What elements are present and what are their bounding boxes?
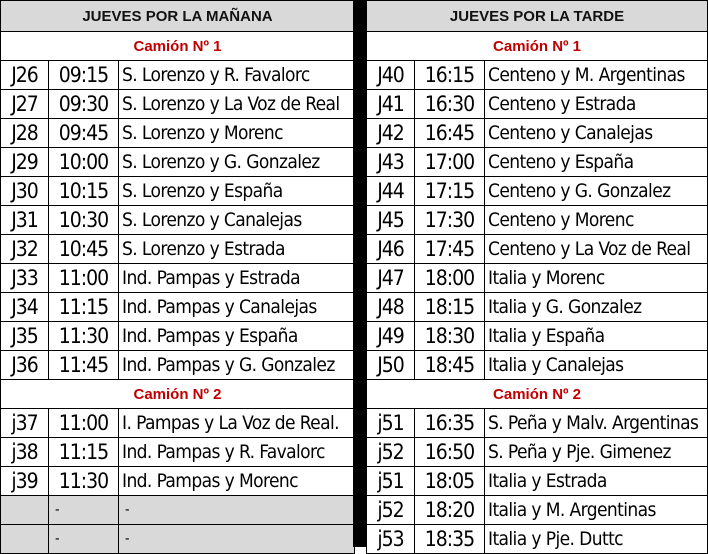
schedule-row — [1, 351, 355, 380]
stop-time: 11:30 — [49, 467, 119, 496]
stop-location: S. Lorenzo y Morenc — [119, 119, 355, 148]
stop-code: J40 — [367, 61, 415, 90]
stop-time: 10:45 — [49, 235, 119, 264]
stop-time: 16:45 — [415, 119, 485, 148]
schedule-row — [1, 438, 355, 467]
stop-location: Ind. Pampas y Canalejas — [119, 293, 355, 322]
stop-code: J48 — [367, 293, 415, 322]
afternoon-schedule-table — [366, 0, 708, 554]
stop-time: 11:15 — [49, 293, 119, 322]
stop-time: 16:30 — [415, 90, 485, 119]
stop-location: Centeno y M. Argentinas — [485, 61, 708, 90]
schedule-row — [1, 206, 355, 235]
stop-code: J30 — [1, 177, 49, 206]
stop-location: Ind. Pampas y G. Gonzalez — [119, 351, 355, 380]
stop-location: S. Lorenzo y Canalejas — [119, 206, 355, 235]
schedule-row — [1, 61, 355, 90]
stop-code: J34 — [1, 293, 49, 322]
stop-location: Centeno y G. Gonzalez — [485, 177, 708, 206]
stop-code: J44 — [367, 177, 415, 206]
schedule-row — [367, 438, 708, 467]
stop-code: J31 — [1, 206, 49, 235]
stop-time: 17:30 — [415, 206, 485, 235]
schedule-row — [1, 177, 355, 206]
schedule-row — [367, 235, 708, 264]
schedule-row — [1, 322, 355, 351]
stop-location: Ind. Pampas y Estrada — [119, 264, 355, 293]
schedule-row — [1, 264, 355, 293]
stop-location: Centeno y La Voz de Real — [485, 235, 708, 264]
stop-location: - — [119, 525, 355, 554]
schedule-row — [367, 90, 708, 119]
schedule-row — [1, 235, 355, 264]
stop-location: Italia y Estrada — [485, 467, 708, 496]
stop-location: S. Lorenzo y La Voz de Real — [119, 90, 355, 119]
stop-code — [1, 496, 49, 525]
schedule-row — [1, 409, 355, 438]
stop-location: Italia y España — [485, 322, 708, 351]
stop-code: J47 — [367, 264, 415, 293]
stop-time: 11:00 — [49, 409, 119, 438]
stop-location: Centeno y Estrada — [485, 90, 708, 119]
schedule-row — [367, 148, 708, 177]
schedule-row — [367, 61, 708, 90]
stop-code: j38 — [1, 438, 49, 467]
stop-time: 10:30 — [49, 206, 119, 235]
schedule-row — [1, 148, 355, 177]
stop-location: Italia y G. Gonzalez — [485, 293, 708, 322]
stop-time: 18:35 — [415, 525, 485, 554]
stop-time: 18:05 — [415, 467, 485, 496]
stop-location: Italia y M. Argentinas — [485, 496, 708, 525]
stop-code: j39 — [1, 467, 49, 496]
morning-truck-1-heading: Camión Nº 1 — [1, 32, 355, 61]
schedule-row — [367, 525, 708, 554]
stop-code: J49 — [367, 322, 415, 351]
stop-code: j51 — [367, 467, 415, 496]
stop-location: Italia y Morenc — [485, 264, 708, 293]
stop-location: Centeno y Morenc — [485, 206, 708, 235]
stop-time: 16:15 — [415, 61, 485, 90]
stop-location: Ind. Pampas y R. Favalorc — [119, 438, 355, 467]
stop-time: 10:00 — [49, 148, 119, 177]
schedule-row — [367, 496, 708, 525]
stop-location: - — [119, 496, 355, 525]
stop-time: 11:00 — [49, 264, 119, 293]
stop-time: 17:45 — [415, 235, 485, 264]
stop-location: Centeno y España — [485, 148, 708, 177]
stop-code: J33 — [1, 264, 49, 293]
schedule-row — [367, 322, 708, 351]
stop-time: 11:30 — [49, 322, 119, 351]
stop-location: Centeno y Canalejas — [485, 119, 708, 148]
stop-time: 18:20 — [415, 496, 485, 525]
afternoon-title: JUEVES POR LA TARDE — [367, 1, 708, 32]
stop-time: 18:15 — [415, 293, 485, 322]
stop-code: J46 — [367, 235, 415, 264]
schedule-row — [1, 467, 355, 496]
stop-time: 16:35 — [415, 409, 485, 438]
stop-time: 09:45 — [49, 119, 119, 148]
stop-code: J36 — [1, 351, 49, 380]
stop-time: 09:15 — [49, 61, 119, 90]
stop-code: J29 — [1, 148, 49, 177]
stop-location: S. Lorenzo y Estrada — [119, 235, 355, 264]
stop-code: j52 — [367, 438, 415, 467]
stop-location: S. Lorenzo y G. Gonzalez — [119, 148, 355, 177]
stop-time: - — [49, 496, 119, 525]
afternoon-truck-1-heading: Camión Nº 1 — [367, 32, 708, 61]
schedule-row — [1, 496, 355, 525]
schedule-row — [367, 351, 708, 380]
stop-code: J42 — [367, 119, 415, 148]
stop-location: Ind. Pampas y España — [119, 322, 355, 351]
stop-code: j52 — [367, 496, 415, 525]
stop-time: 18:45 — [415, 351, 485, 380]
stop-code: J32 — [1, 235, 49, 264]
stop-code: j53 — [367, 525, 415, 554]
stop-code: J45 — [367, 206, 415, 235]
morning-truck-1-rows — [1, 61, 355, 380]
stop-code: J41 — [367, 90, 415, 119]
stop-code — [1, 525, 49, 554]
morning-truck-2-heading: Camión Nº 2 — [1, 380, 355, 409]
schedule-row — [367, 467, 708, 496]
schedule-row — [1, 90, 355, 119]
stop-time: 16:50 — [415, 438, 485, 467]
schedule-row — [1, 119, 355, 148]
stop-location: Italia y Pje. Duttc — [485, 525, 708, 554]
schedule-row — [1, 525, 355, 554]
afternoon-truck-2-heading: Camión Nº 2 — [367, 380, 708, 409]
morning-title: JUEVES POR LA MAÑANA — [1, 1, 355, 32]
stop-time: 11:15 — [49, 438, 119, 467]
column-divider — [353, 0, 367, 547]
stop-code: J50 — [367, 351, 415, 380]
stop-time: 17:00 — [415, 148, 485, 177]
schedule-row — [367, 119, 708, 148]
stop-location: S. Peña y Pje. Gimenez — [485, 438, 708, 467]
schedule-row — [367, 264, 708, 293]
stop-location: Ind. Pampas y Morenc — [119, 467, 355, 496]
schedule-row — [367, 409, 708, 438]
stop-location: S. Lorenzo y España — [119, 177, 355, 206]
stop-code: J26 — [1, 61, 49, 90]
stop-time: 18:30 — [415, 322, 485, 351]
stop-time: 17:15 — [415, 177, 485, 206]
stop-time: 18:00 — [415, 264, 485, 293]
stop-time: 09:30 — [49, 90, 119, 119]
schedule-row — [1, 293, 355, 322]
schedule-row — [367, 177, 708, 206]
schedule-row — [367, 293, 708, 322]
stop-time: 10:15 — [49, 177, 119, 206]
stop-location: S. Lorenzo y R. Favalorc — [119, 61, 355, 90]
stop-code: J35 — [1, 322, 49, 351]
stop-code: J27 — [1, 90, 49, 119]
stop-location: S. Peña y Malv. Argentinas — [485, 409, 708, 438]
schedule-row — [367, 206, 708, 235]
afternoon-truck-1-rows — [367, 61, 708, 380]
stop-code: j51 — [367, 409, 415, 438]
morning-truck-2-rows — [1, 409, 355, 554]
stop-code: J43 — [367, 148, 415, 177]
stop-location: I. Pampas y La Voz de Real. — [119, 409, 355, 438]
stop-code: j37 — [1, 409, 49, 438]
afternoon-truck-2-rows — [367, 409, 708, 554]
stop-code: J28 — [1, 119, 49, 148]
stop-time: - — [49, 525, 119, 554]
stop-time: 11:45 — [49, 351, 119, 380]
stop-location: Italia y Canalejas — [485, 351, 708, 380]
